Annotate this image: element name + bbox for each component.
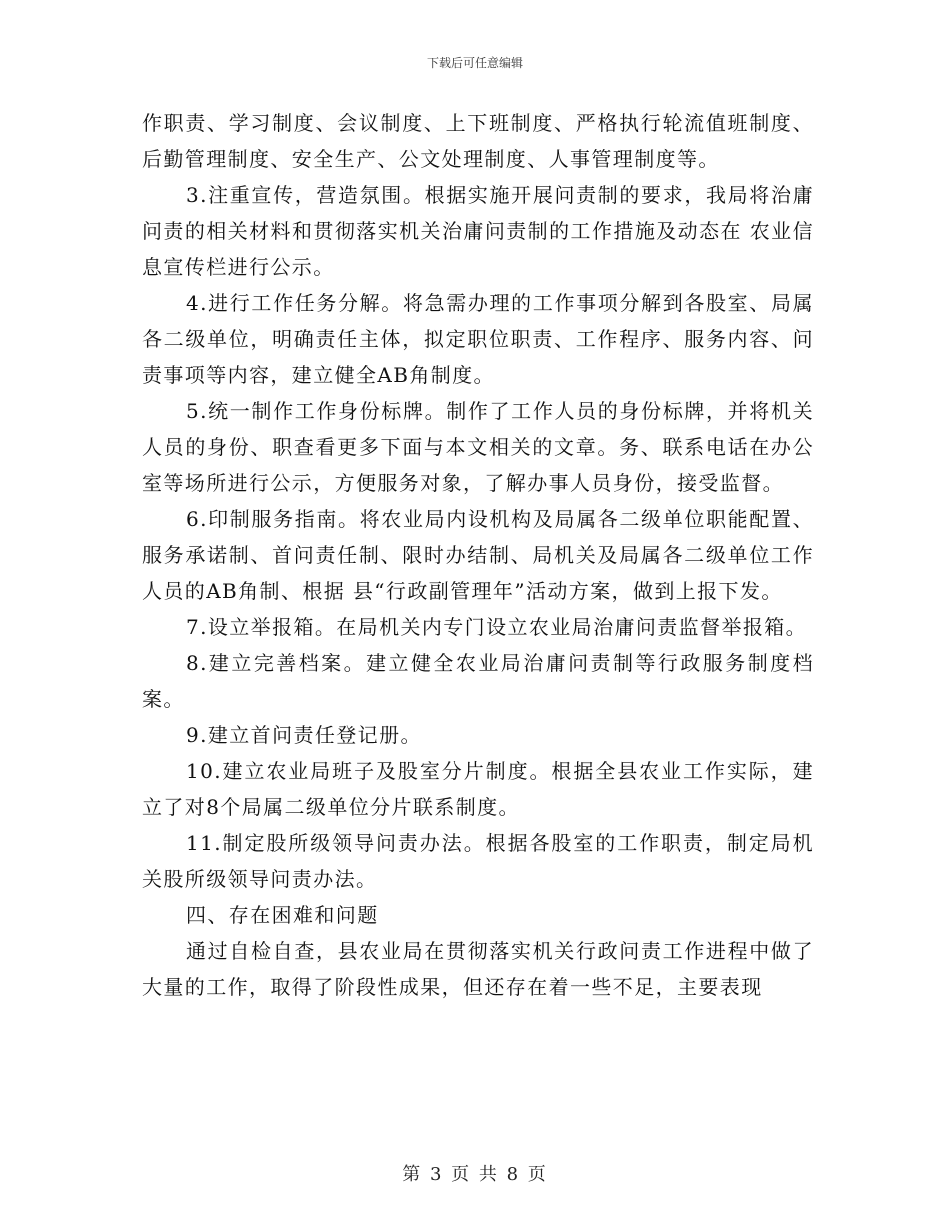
paragraph-2: 3.注重宣传，营造氛围。根据实施开展问责制的要求，我局将治庸问责的相关材料和贯彻落实机关治庸问责制的工作措施及动态在 农业信息宣传栏进行公示。 bbox=[142, 183, 814, 279]
document-body bbox=[142, 105, 814, 1005]
paragraph-8: 9.建立首问责任登记册。 bbox=[186, 723, 422, 747]
page-header: 下载后可任意编辑 bbox=[426, 56, 523, 70]
paragraph-5: 6.印制服务指南。将农业局内设机构及局属各二级单位职能配置、服务承诺制、首问责任制、限时办结制、局机关及局属各二级单位工作人员的AB角制、根据 县“行政副管理年”活动方案，做到上报下发。 bbox=[142, 507, 814, 603]
paragraph-7: 8.建立完善档案。建立健全农业局治庸问责制等行政服务制度档案。 bbox=[142, 651, 814, 711]
paragraph-1: 作职责、学习制度、会议制度、上下班制度、严格执行轮流值班制度、后勤管理制度、安全生产、公文处理制度、人事管理制度等。 bbox=[142, 111, 814, 171]
paragraph-6: 7.设立举报箱。在局机关内专门设立农业局治庸问责监督举报箱。 bbox=[186, 615, 808, 639]
paragraph-12: 通过自检自查，县农业局在贯彻落实机关行政问责工作进程中做了大量的工作，取得了阶段性成果，但还存在着一些不足，主要表现 bbox=[142, 939, 814, 999]
section-heading: 四、存在困难和问题 bbox=[186, 903, 379, 927]
paragraph-4: 5.统一制作工作身份标牌。制作了工作人员的身份标牌，并将机关人员的身份、职查看更多下面与本文相关的文章。务、联系电话在办公室等场所进行公示，方便服务对象，了解办事人员身份，接受监督。 bbox=[142, 399, 814, 495]
paragraph-9: 10.建立农业局班子及股室分片制度。根据全县农业工作实际，建立了对8个局属二级单位分片联系制度。 bbox=[142, 759, 814, 819]
paragraph-3: 4.进行工作任务分解。将急需办理的工作事项分解到各股室、局属各二级单位，明确责任主体，拟定职位职责、工作程序、服务内容、问责事项等内容，建立健全AB角制度。 bbox=[142, 291, 814, 387]
page-footer: 第 3 页 共 8 页 bbox=[402, 1164, 548, 1185]
paragraph-10: 11.制定股所级领导问责办法。根据各股室的工作职责，制定局机关股所级领导问责办法。 bbox=[142, 831, 814, 891]
